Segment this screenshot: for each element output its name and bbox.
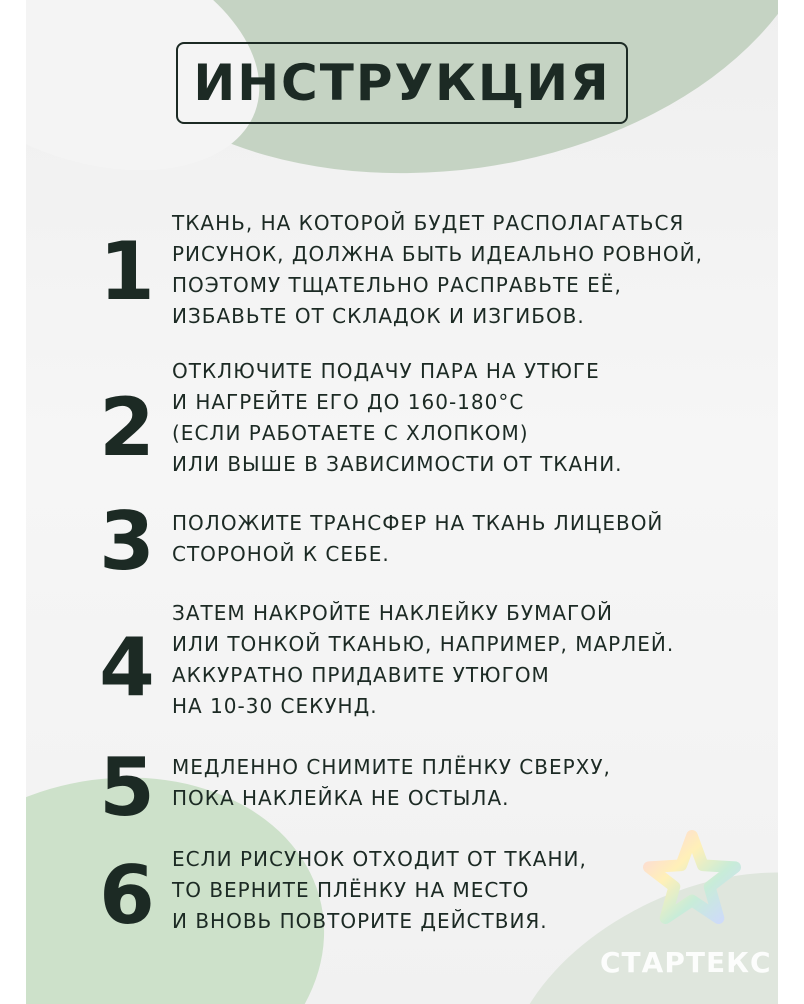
step-text: ОТКЛЮЧИТЕ ПОДАЧУ ПАРА НА УТЮГЕ И НАГРЕЙТЕ ЕГО ДО 160-180°С (ЕСЛИ РАБОТАЕТЕ С ХЛОПКОМ) ИЛИ ВЫШЕ В ЗАВИСИМОСТИ ОТ ТКАНИ. [172,359,623,476]
step-number: 5 [99,741,155,834]
step-text: ЕСЛИ РИСУНОК ОТХОДИТ ОТ ТКАНИ, ТО ВЕРНИТЕ ПЛЁНКУ НА МЕСТО И ВНОВЬ ПОВТОРИТЕ ДЕЙСТВИЯ. [172,847,587,933]
step-text: ЗАТЕМ НАКРОЙТЕ НАКЛЕЙКУ БУМАГОЙ ИЛИ ТОНКОЙ ТКАНЬЮ, НАПРИМЕР, МАРЛЕЙ. АККУРАТНО ПРИДАВИТЕ УТЮГОМ НА 10-30 СЕКУНД. [172,601,675,718]
step-number: 2 [99,381,155,474]
step-number: 3 [99,495,155,588]
step-number: 6 [99,849,155,942]
title-frame [176,42,628,124]
step-text: МЕДЛЕННО СНИМИТЕ ПЛЁНКУ СВЕРХУ, ПОКА НАКЛЕЙКА НЕ ОСТЫЛА. [172,755,611,810]
step-number: 4 [99,621,155,714]
step-text: ТКАНЬ, НА КОТОРОЙ БУДЕТ РАСПОЛАГАТЬСЯ РИСУНОК, ДОЛЖНА БЫТЬ ИДЕАЛЬНО РОВНОЙ, ПОЭТОМУ ТЩАТЕЛЬНО РАСПРАВЬТЕ ЕЁ, ИЗБАВЬТЕ ОТ СКЛАДОК И ИЗГИБОВ. [172,211,703,328]
page-title: ИНСТРУКЦИЯ [193,54,611,112]
star-logo-icon [640,828,744,926]
step-text: ПОЛОЖИТЕ ТРАНСФЕР НА ТКАНЬ ЛИЦЕВОЙ СТОРОНОЙ К СЕБЕ. [172,511,664,566]
step-number: 1 [99,225,155,318]
watermark-text: СТАРТЕКС [600,946,772,979]
